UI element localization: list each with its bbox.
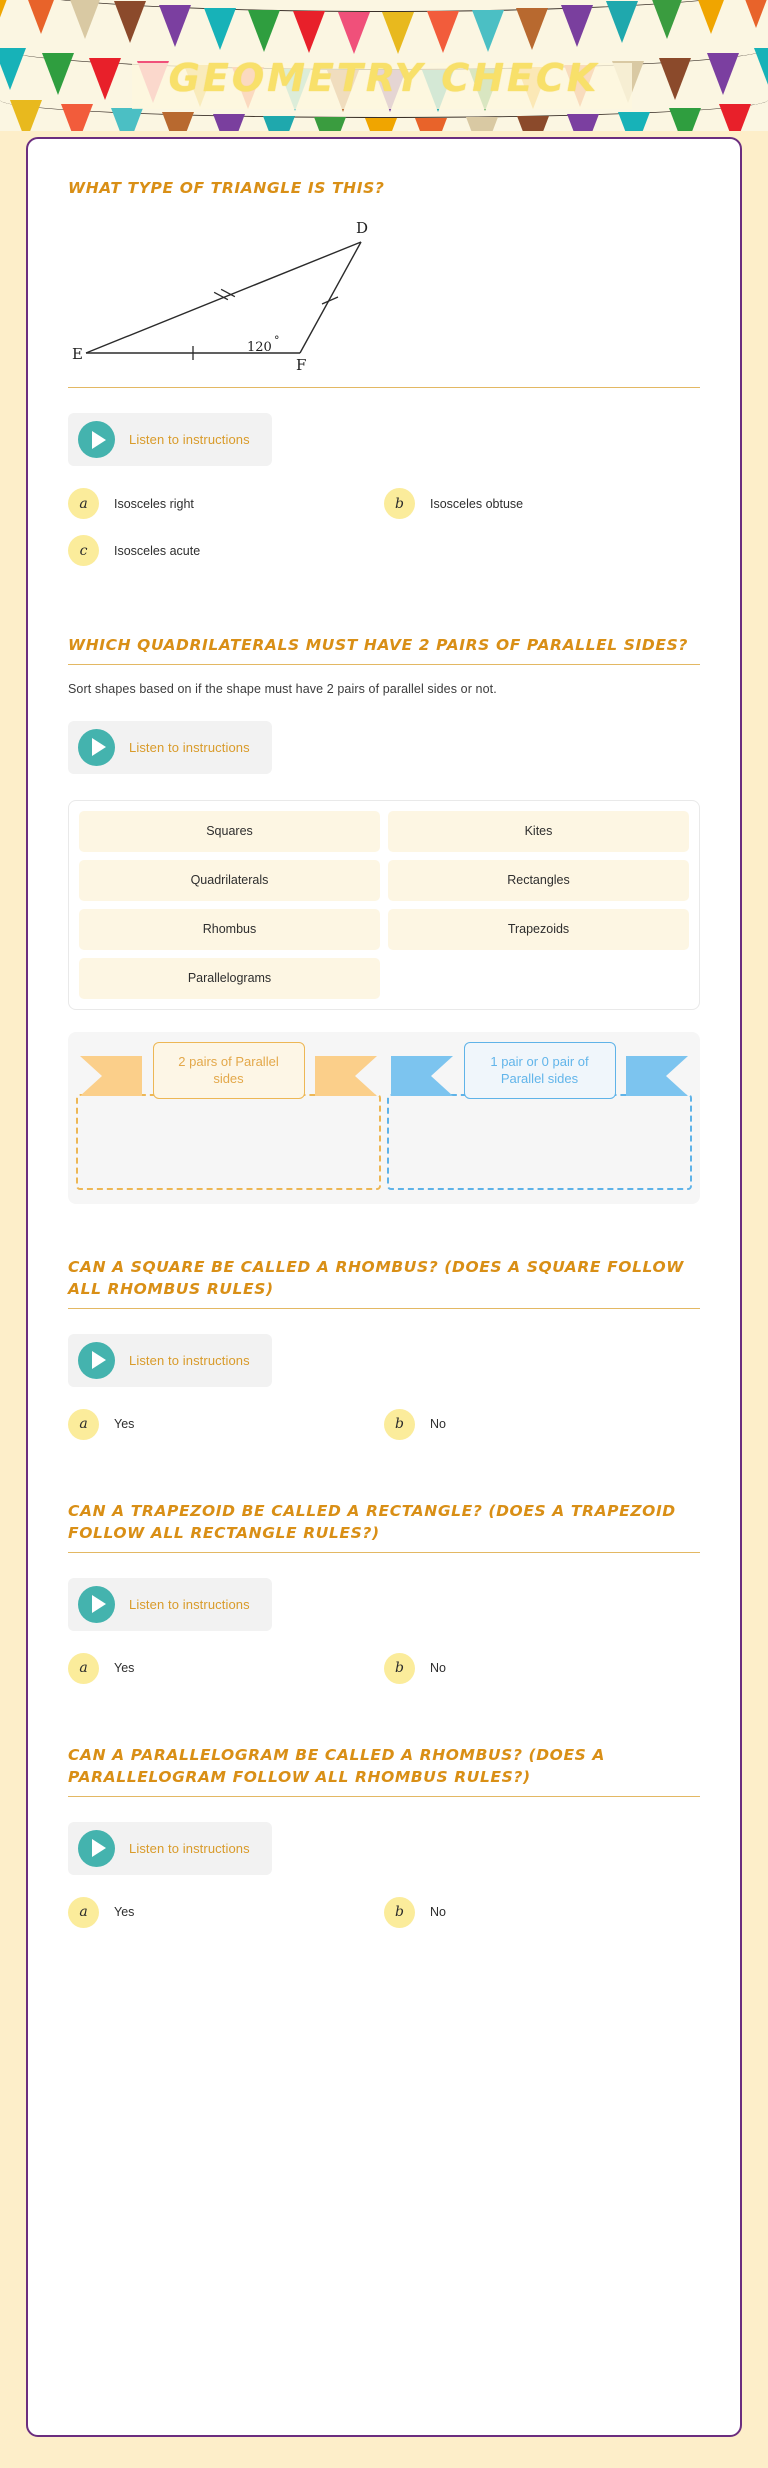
bunting-flag — [61, 104, 93, 131]
listen-button-q2[interactable] — [68, 721, 272, 774]
choice-bullet-b: b — [384, 1409, 415, 1440]
question-subtext-q2: Sort shapes based on if the shape must have 2 pairs of parallel sides or not. — [68, 681, 497, 696]
choice-option-c[interactable] — [68, 535, 384, 566]
choice-label-b: Isosceles obtuse — [430, 496, 524, 511]
draggable-tile[interactable]: Trapezoids — [388, 909, 689, 950]
choice-list-q3 — [68, 1409, 700, 1456]
divider-q3 — [68, 1308, 700, 1309]
choice-label-a: Isosceles right — [114, 496, 194, 511]
play-icon — [78, 1830, 115, 1867]
choice-label-b: No — [430, 1905, 446, 1920]
bunting-flag — [10, 100, 42, 131]
question-heading-q1: WHAT TYPE OF TRIANGLE IS THIS? — [68, 179, 385, 197]
choice-option-b[interactable] — [384, 1653, 700, 1684]
choice-label-a: Yes — [114, 1661, 135, 1676]
question-heading-q4: CAN A TRAPEZOID BE CALLED A RECTANGLE? (DOES A TRAPEZOID FOLLOW ALL RECTANGLE RULES?) — [68, 1501, 676, 1543]
choice-option-a[interactable] — [68, 488, 384, 519]
divider-q1 — [68, 387, 700, 388]
choice-label-a: Yes — [114, 1905, 135, 1920]
bunting-flag — [651, 0, 683, 39]
bunting-flag — [561, 5, 593, 47]
bunting-flag — [111, 108, 143, 131]
divider-q4 — [68, 1552, 700, 1553]
bunting-flag — [517, 116, 549, 131]
play-icon — [78, 421, 115, 458]
choice-list-q4 — [68, 1653, 700, 1700]
vertex-label-f: F — [296, 356, 307, 375]
draggable-tile[interactable]: Parallelograms — [79, 958, 380, 999]
listen-label-q5: Listen to instructions — [129, 1840, 250, 1856]
bunting-flag — [415, 118, 447, 131]
question-section-q3 — [68, 1256, 700, 1456]
bunting-flag — [719, 104, 751, 131]
bunting-row-top — [0, 0, 768, 46]
choice-list-q1 — [68, 488, 700, 582]
bunting-flag — [669, 108, 701, 131]
draggable-tile[interactable]: Kites — [388, 811, 689, 852]
choice-label-c: Isosceles acute — [114, 543, 201, 558]
bunting-flag — [69, 0, 101, 39]
vertex-label-d: D — [356, 219, 369, 238]
bunting-flag — [606, 1, 638, 43]
listen-label-q2: Listen to instructions — [129, 739, 250, 755]
draggable-tile[interactable]: Rectangles — [388, 860, 689, 901]
bunting-flag — [427, 11, 459, 53]
bunting-flag — [618, 112, 650, 131]
play-icon — [78, 1586, 115, 1623]
choice-bullet-b: b — [384, 1897, 415, 1928]
bunting-flag — [204, 8, 236, 50]
bunting-flag — [314, 117, 346, 131]
listen-label-q4: Listen to instructions — [129, 1596, 250, 1612]
bunting-flag — [365, 118, 397, 131]
listen-label-q1: Listen to instructions — [129, 432, 250, 448]
choice-label-b: No — [430, 1661, 446, 1676]
ribbon-tail-left-icon — [391, 1056, 453, 1096]
bunting-flag — [472, 10, 504, 52]
play-icon — [78, 1342, 115, 1379]
bucket-two-pairs — [76, 1042, 381, 1190]
choice-bullet-b: b — [384, 488, 415, 519]
worksheet-card — [26, 137, 742, 2437]
page-title: GEOMETRY CHECK — [168, 56, 600, 100]
bunting-flag — [263, 116, 295, 131]
choice-option-b[interactable] — [384, 488, 700, 519]
bunting-flag — [162, 112, 194, 131]
choice-option-a[interactable] — [68, 1653, 384, 1684]
drop-zone-panel — [68, 1032, 700, 1204]
bucket-one-or-zero-pair — [387, 1042, 692, 1190]
listen-button-q1[interactable] — [68, 413, 272, 466]
choice-option-b[interactable] — [384, 1897, 700, 1928]
choice-option-a[interactable] — [68, 1409, 384, 1440]
listen-label-q3: Listen to instructions — [129, 1352, 250, 1368]
angle-value: 120 — [247, 340, 272, 356]
bunting-flag — [466, 117, 498, 131]
question-section-q2 — [68, 634, 700, 1203]
bunting-flag — [114, 1, 146, 43]
question-section-q4 — [68, 1500, 700, 1700]
ribbon-tail-left-icon — [80, 1056, 142, 1096]
listen-button-q5[interactable] — [68, 1822, 272, 1875]
bunting-flag — [740, 0, 768, 28]
draggable-tile[interactable]: Squares — [79, 811, 380, 852]
bunting-flag — [567, 114, 599, 131]
choice-label-b: No — [430, 1417, 446, 1432]
page-header — [0, 0, 768, 131]
bunting-flag — [695, 0, 727, 34]
choice-option-b[interactable] — [384, 1409, 700, 1440]
listen-button-q3[interactable] — [68, 1334, 272, 1387]
question-heading-q2: WHICH QUADRILATERALS MUST HAVE 2 PAIRS OF PARALLEL SIDES? — [68, 636, 688, 655]
choice-label-a: Yes — [114, 1417, 135, 1432]
angle-degree-symbol: ° — [274, 334, 280, 348]
divider-q5 — [68, 1796, 700, 1797]
bunting-flag — [293, 11, 325, 53]
question-section-q5 — [68, 1744, 700, 1944]
bunting-flag — [213, 114, 245, 131]
dropzone-one-or-zero-pair[interactable] — [387, 1094, 692, 1190]
dropzone-two-pairs[interactable] — [76, 1094, 381, 1190]
draggable-tile[interactable]: Rhombus — [79, 909, 380, 950]
choice-bullet-b: b — [384, 1653, 415, 1684]
ribbon-tail-right-icon — [315, 1056, 377, 1096]
choice-bullet-a: a — [68, 1897, 99, 1928]
bucket-label-two-pairs: 2 pairs of Parallel sides — [153, 1042, 305, 1099]
question-heading-q3: CAN A SQUARE BE CALLED A RHOMBUS? (DOES A SQUARE FOLLOW ALL RHOMBUS RULES) — [68, 1257, 684, 1299]
bucket-label-one-or-zero-pair: 1 pair or 0 pair of Parallel sides — [464, 1042, 616, 1099]
triangle-svg — [68, 215, 408, 375]
vertex-label-e: E — [72, 345, 83, 364]
bunting-flag — [248, 10, 280, 52]
question-heading-q5: CAN A PARALLELOGRAM BE CALLED A RHOMBUS? (DOES A PARALLELOGRAM FOLLOW ALL RHOMBUS RULES?) — [68, 1745, 606, 1787]
listen-button-q4[interactable] — [68, 1578, 272, 1631]
play-icon — [78, 729, 115, 766]
bunting-flag — [516, 8, 548, 50]
sortable-tile-panel — [68, 800, 700, 1010]
divider-q2 — [68, 664, 700, 665]
choice-bullet-a: a — [68, 488, 99, 519]
draggable-tile[interactable]: Quadrilaterals — [79, 860, 380, 901]
ribbon-tail-right-icon — [626, 1056, 688, 1096]
triangle-figure — [68, 215, 700, 380]
bunting-flag — [159, 5, 191, 47]
choice-bullet-a: a — [68, 1653, 99, 1684]
bunting-flag — [25, 0, 57, 34]
choice-bullet-c: c — [68, 535, 99, 566]
choice-option-a[interactable] — [68, 1897, 384, 1928]
choice-list-q5 — [68, 1897, 700, 1944]
choice-bullet-a: a — [68, 1409, 99, 1440]
bunting-flag — [0, 0, 12, 28]
question-section-q1 — [68, 177, 700, 582]
